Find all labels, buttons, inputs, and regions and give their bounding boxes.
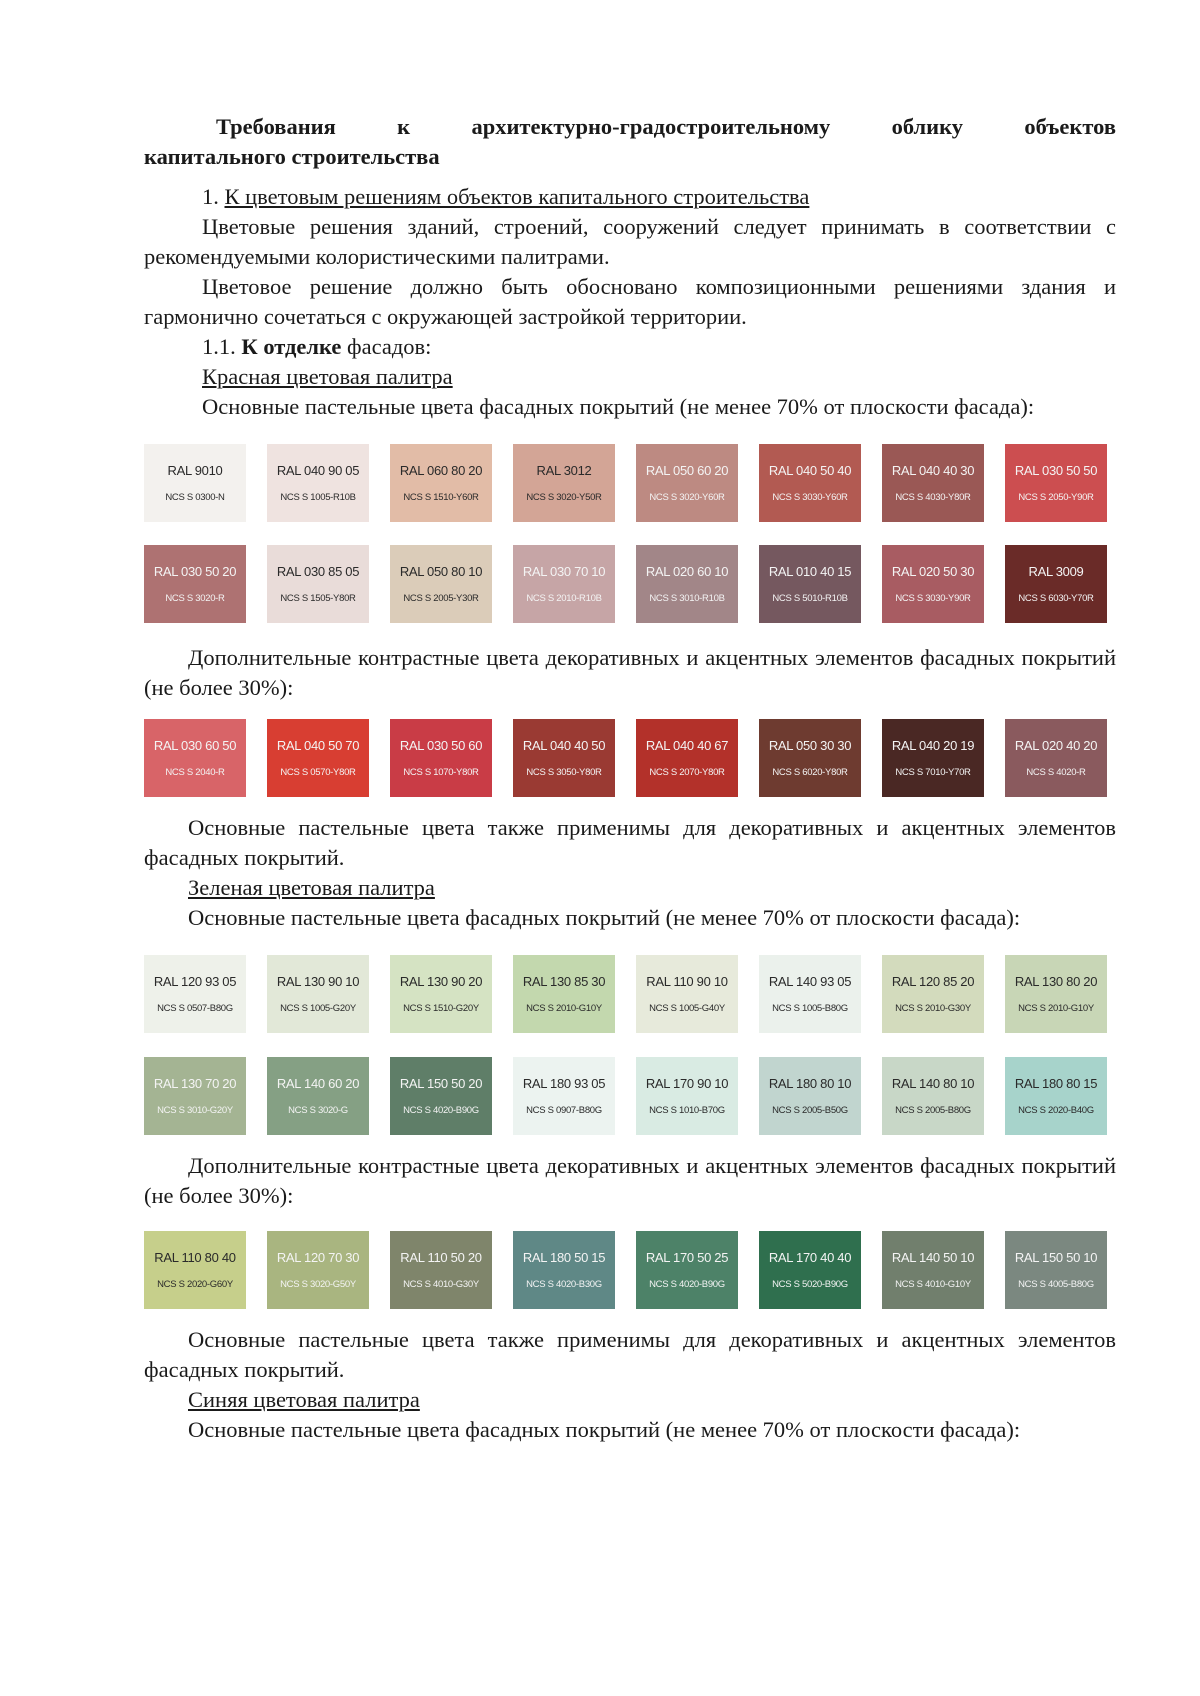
color-swatch: [144, 444, 246, 522]
ncs-code: NCS S 1505-Y80R: [280, 593, 356, 604]
title-word: к: [397, 114, 411, 139]
ral-code: RAL 030 60 50: [153, 738, 237, 753]
ral-code: RAL 030 85 05: [276, 564, 360, 579]
color-swatch: [636, 545, 738, 623]
ncs-code: NCS S 3020-G50Y: [280, 1279, 356, 1290]
color-swatch: [1005, 719, 1107, 797]
color-swatch: [390, 444, 492, 522]
ncs-code: NCS S 3010-G20Y: [157, 1105, 233, 1116]
ral-code: RAL 010 40 15: [768, 564, 852, 579]
ral-code: RAL 060 80 20: [399, 463, 483, 478]
ncs-code: NCS S 1005-R10B: [280, 492, 356, 503]
ral-code: RAL 040 40 30: [891, 463, 975, 478]
ncs-code: NCS S 4010-G30Y: [403, 1279, 479, 1290]
ncs-code: NCS S 2010-G10Y: [526, 1003, 602, 1014]
ncs-code: NCS S 4020-R: [1026, 767, 1086, 778]
ral-code: RAL 030 50 20: [153, 564, 237, 579]
ncs-code: NCS S 1005-G40Y: [649, 1003, 725, 1014]
ral-code: RAL 040 90 05: [276, 463, 360, 478]
ral-code: RAL 150 50 10: [1014, 1250, 1098, 1265]
ral-code: RAL 050 80 10: [399, 564, 483, 579]
subsection-1-1: 1.1. К отделке фасадов:: [202, 334, 432, 359]
ral-code: RAL 3012: [536, 463, 592, 478]
color-swatch: [882, 444, 984, 522]
red-swatch-row-2: [144, 545, 1116, 623]
color-swatch: [267, 545, 369, 623]
ncs-code: NCS S 3020-Y60R: [649, 492, 725, 503]
color-swatch: [1005, 444, 1107, 522]
color-swatch: [759, 955, 861, 1033]
ncs-code: NCS S 1005-B80G: [772, 1003, 848, 1014]
color-swatch: [759, 1231, 861, 1309]
ral-code: RAL 110 50 20: [400, 1250, 482, 1265]
ncs-code: NCS S 0907-B80G: [526, 1105, 602, 1116]
ral-code: RAL 180 80 15: [1014, 1076, 1098, 1091]
section-1-para-2: Цветовое решение должно быть обосновано композиционными решениями здания и гармонично сочетаться с окружающей застройкой территории.: [144, 274, 1116, 329]
ral-code: RAL 150 50 20: [399, 1076, 483, 1091]
ncs-code: NCS S 0300-N: [165, 492, 225, 503]
green-accent-swatch-row: [144, 1231, 1116, 1309]
ral-code: RAL 030 70 10: [522, 564, 606, 579]
color-swatch: [759, 444, 861, 522]
ral-code: RAL 170 40 40: [768, 1250, 852, 1265]
color-swatch: [513, 545, 615, 623]
ral-code: RAL 140 60 20: [276, 1076, 360, 1091]
ral-code: RAL 050 30 30: [768, 738, 852, 753]
ncs-code: NCS S 6030-Y70R: [1018, 593, 1094, 604]
ncs-code: NCS S 2005-Y30R: [403, 593, 479, 604]
ral-code: RAL 130 90 20: [399, 974, 483, 989]
color-swatch: [636, 719, 738, 797]
color-swatch: [759, 719, 861, 797]
color-swatch: [1005, 955, 1107, 1033]
color-swatch: [267, 719, 369, 797]
ral-code: RAL 180 93 05: [522, 1076, 606, 1091]
ncs-code: NCS S 3020-Y50R: [526, 492, 602, 503]
ncs-code: NCS S 3030-Y90R: [895, 593, 971, 604]
color-swatch: [882, 719, 984, 797]
ral-code: RAL 120 93 05: [153, 974, 237, 989]
ncs-code: NCS S 7010-Y70R: [895, 767, 971, 778]
color-swatch: [882, 955, 984, 1033]
ral-code: RAL 050 60 20: [645, 463, 729, 478]
ral-code: RAL 040 20 19: [891, 738, 975, 753]
color-swatch: [759, 1057, 861, 1135]
color-swatch: [267, 955, 369, 1033]
green-swatch-row-1: [144, 955, 1116, 1033]
ncs-code: NCS S 2005-B80G: [895, 1105, 971, 1116]
color-swatch: [882, 1057, 984, 1135]
color-swatch: [144, 545, 246, 623]
title-word: объектов: [1024, 114, 1116, 139]
ncs-code: NCS S 2070-Y80R: [649, 767, 725, 778]
ral-code: RAL 130 70 20: [153, 1076, 237, 1091]
ncs-code: NCS S 3030-Y60R: [772, 492, 848, 503]
ral-code: RAL 030 50 50: [1014, 463, 1098, 478]
title-word: Требования: [216, 114, 336, 139]
red-accent-text: Дополнительные контрастные цвета декоративных и акцентных элементов фасадных покрытий (не более 30%):: [144, 645, 1116, 700]
title-word: архитектурно-градостроительному: [471, 114, 831, 139]
color-swatch: [636, 1057, 738, 1135]
ncs-code: NCS S 3050-Y80R: [526, 767, 602, 778]
color-swatch: [144, 955, 246, 1033]
green-swatch-row-2: [144, 1057, 1116, 1135]
green-main-text: Основные пастельные цвета фасадных покрытий (не менее 70% от плоскости фасада):: [188, 905, 1021, 930]
ral-code: RAL 020 60 10: [645, 564, 729, 579]
ral-code: RAL 040 50 40: [768, 463, 852, 478]
ral-code: RAL 180 80 10: [768, 1076, 852, 1091]
color-swatch: [1005, 1231, 1107, 1309]
ncs-code: NCS S 2010-R10B: [526, 593, 602, 604]
ncs-code: NCS S 1010-B70G: [649, 1105, 725, 1116]
ncs-code: NCS S 2010-G10Y: [1018, 1003, 1094, 1014]
color-swatch: [390, 719, 492, 797]
ral-code: RAL 120 70 30: [276, 1250, 360, 1265]
ncs-code: NCS S 4030-Y80R: [895, 492, 971, 503]
ral-code: RAL 180 50 15: [522, 1250, 606, 1265]
ncs-code: NCS S 5020-B90G: [772, 1279, 848, 1290]
ncs-code: NCS S 2005-B50G: [772, 1105, 848, 1116]
color-swatch: [1005, 1057, 1107, 1135]
color-swatch: [513, 1231, 615, 1309]
ral-code: RAL 130 85 30: [522, 974, 606, 989]
ral-code: RAL 030 50 60: [399, 738, 483, 753]
ncs-code: NCS S 2050-Y90R: [1018, 492, 1094, 503]
color-swatch: [267, 1057, 369, 1135]
ral-code: RAL 140 50 10: [891, 1250, 975, 1265]
color-swatch: [513, 1057, 615, 1135]
ncs-code: NCS S 1005-G20Y: [280, 1003, 356, 1014]
document-title: [144, 112, 1116, 172]
color-swatch: [882, 1231, 984, 1309]
blue-palette-heading: Синяя цветовая палитра: [188, 1387, 420, 1412]
ral-code: RAL 130 80 20: [1014, 974, 1098, 989]
ral-code: RAL 170 90 10: [645, 1076, 729, 1091]
ncs-code: NCS S 5010-R10B: [772, 593, 848, 604]
ral-code: RAL 9010: [167, 463, 223, 478]
ral-code: RAL 040 40 67: [645, 738, 729, 753]
red-note: Основные пастельные цвета также применимы для декоративных и акцентных элементов фасадных покрытий.: [144, 815, 1116, 870]
ncs-code: NCS S 1070-Y80R: [403, 767, 479, 778]
ncs-code: NCS S 0570-Y80R: [280, 767, 356, 778]
red-accent-swatch-row: [144, 719, 1116, 797]
color-swatch: [759, 545, 861, 623]
ral-code: RAL 020 40 20: [1014, 738, 1098, 753]
ral-code: RAL 3009: [1028, 564, 1084, 579]
ncs-code: NCS S 4010-G10Y: [895, 1279, 971, 1290]
document-page: [144, 112, 1116, 1445]
color-swatch: [390, 955, 492, 1033]
color-swatch: [636, 444, 738, 522]
ncs-code: NCS S 1510-G20Y: [403, 1003, 479, 1014]
ral-code: RAL 140 93 05: [768, 974, 852, 989]
color-swatch: [513, 444, 615, 522]
title-line-2: капитального строительства: [144, 144, 440, 169]
green-note: Основные пастельные цвета также применимы для декоративных и акцентных элементов фасадных покрытий.: [144, 1327, 1116, 1382]
ral-code: RAL 040 40 50: [522, 738, 606, 753]
ral-code: RAL 020 50 30: [891, 564, 975, 579]
red-swatch-row-1: [144, 444, 1116, 522]
ncs-code: NCS S 4020-B30G: [526, 1279, 602, 1290]
red-main-text: Основные пастельные цвета фасадных покрытий (не менее 70% от плоскости фасада):: [202, 394, 1035, 419]
color-swatch: [144, 719, 246, 797]
ral-code: RAL 170 50 25: [645, 1250, 729, 1265]
ral-code: RAL 110 90 10: [646, 974, 728, 989]
color-swatch: [882, 545, 984, 623]
color-swatch: [267, 1231, 369, 1309]
title-line-1: [144, 112, 1116, 142]
ral-code: RAL 130 90 10: [276, 974, 360, 989]
color-swatch: [513, 955, 615, 1033]
ncs-code: NCS S 4020-B90G: [403, 1105, 479, 1116]
ral-code: RAL 140 80 10: [891, 1076, 975, 1091]
color-swatch: [390, 1231, 492, 1309]
color-swatch: [1005, 545, 1107, 623]
ncs-code: NCS S 2020-G60Y: [157, 1279, 233, 1290]
color-swatch: [390, 1057, 492, 1135]
color-swatch: [636, 955, 738, 1033]
ncs-code: NCS S 0507-B80G: [157, 1003, 233, 1014]
ncs-code: NCS S 2020-B40G: [1018, 1105, 1094, 1116]
color-swatch: [144, 1057, 246, 1135]
ncs-code: NCS S 6020-Y80R: [772, 767, 848, 778]
color-swatch: [390, 545, 492, 623]
color-swatch: [513, 719, 615, 797]
ncs-code: NCS S 2040-R: [165, 767, 225, 778]
color-swatch: [636, 1231, 738, 1309]
ncs-code: NCS S 1510-Y60R: [403, 492, 479, 503]
section-1-para-1: Цветовые решения зданий, строений, сооружений следует принимать в соответствии с рекомендуемыми колористическими палитрами.: [144, 214, 1116, 269]
color-swatch: [267, 444, 369, 522]
ncs-code: NCS S 4020-B90G: [649, 1279, 725, 1290]
title-word: облику: [891, 114, 964, 139]
ncs-code: NCS S 3020-R: [165, 593, 225, 604]
ral-code: RAL 120 85 20: [891, 974, 975, 989]
green-accent-text: Дополнительные контрастные цвета декоративных и акцентных элементов фасадных покрытий (не более 30%):: [144, 1153, 1116, 1208]
ncs-code: NCS S 3020-G: [288, 1105, 348, 1116]
ral-code: RAL 040 50 70: [276, 738, 360, 753]
section-1-heading: 1. К цветовым решениям объектов капитального строительства: [202, 184, 810, 209]
ral-code: RAL 110 80 40: [154, 1250, 236, 1265]
ncs-code: NCS S 3010-R10B: [649, 593, 725, 604]
ncs-code: NCS S 2010-G30Y: [895, 1003, 971, 1014]
blue-main-text: Основные пастельные цвета фасадных покрытий (не менее 70% от плоскости фасада):: [188, 1417, 1021, 1442]
ncs-code: NCS S 4005-B80G: [1018, 1279, 1094, 1290]
red-palette-heading: Красная цветовая палитра: [202, 364, 453, 389]
green-palette-heading: Зеленая цветовая палитра: [188, 875, 435, 900]
color-swatch: [144, 1231, 246, 1309]
